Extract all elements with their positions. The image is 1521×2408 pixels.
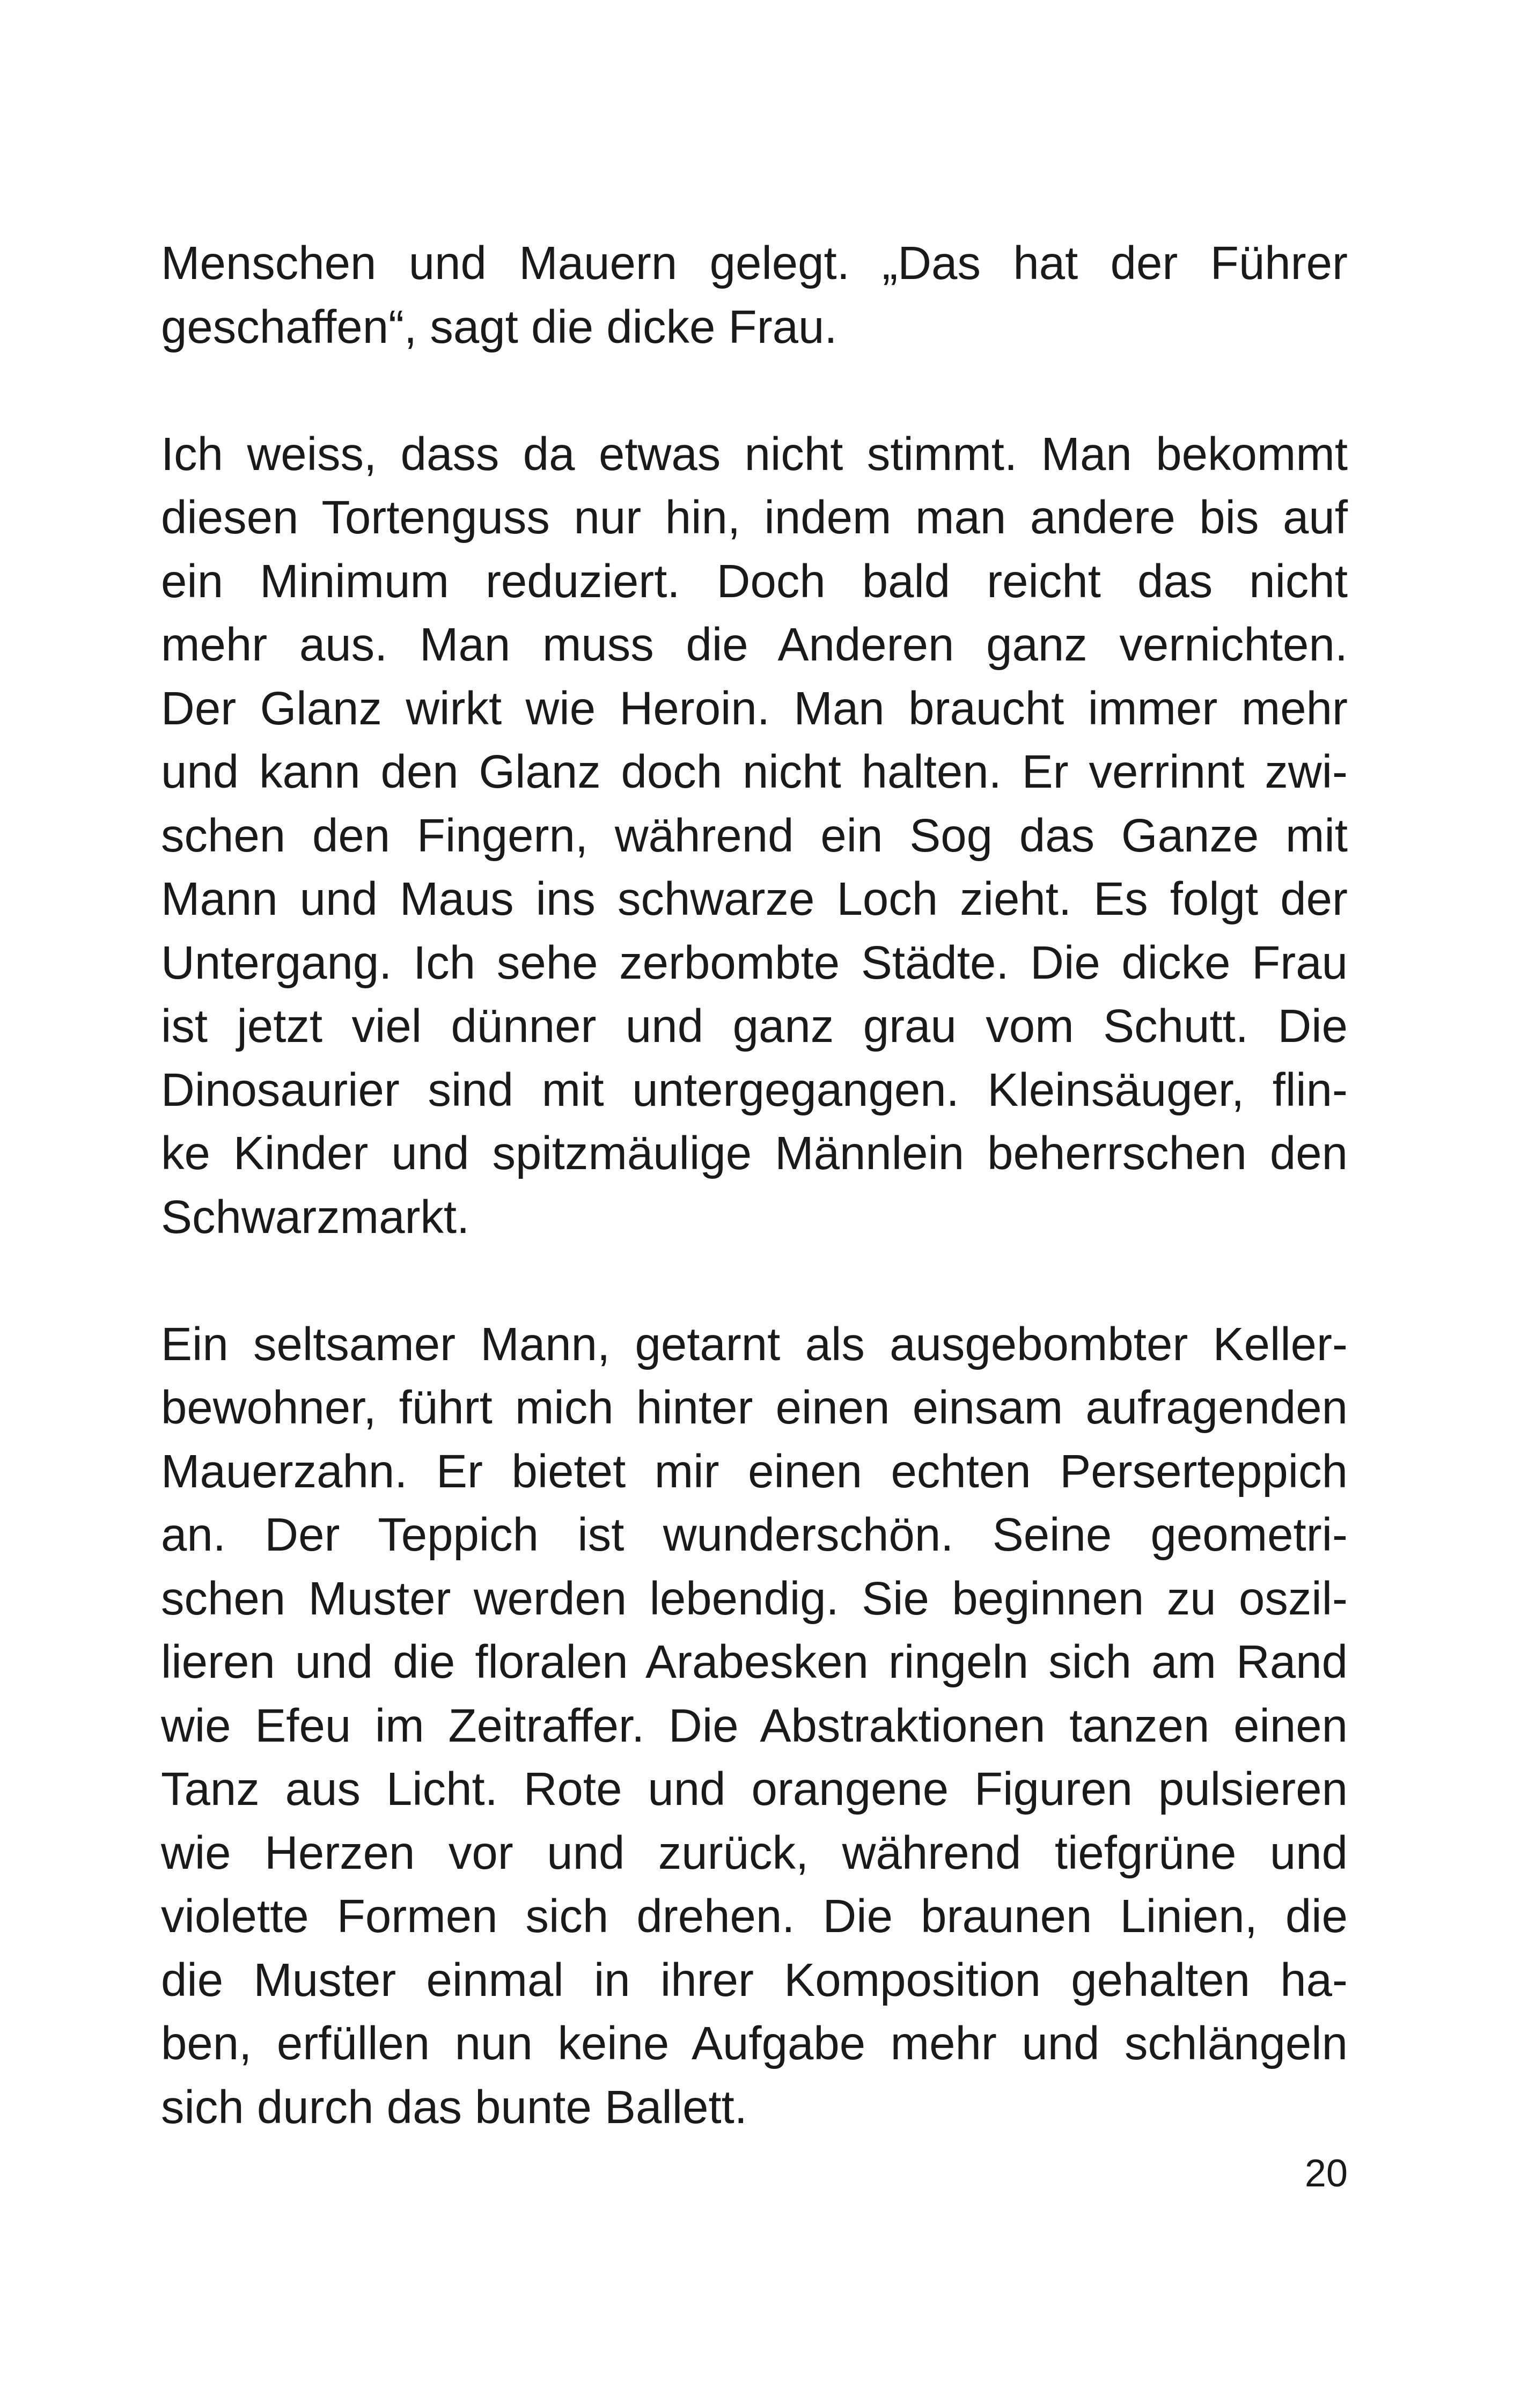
text-line: diesen Tortenguss nur hin, indem man andere bis auf — [161, 491, 1348, 544]
text-line: Der Glanz wirkt wie Heroin. Man braucht immer mehr — [161, 682, 1348, 735]
text-line: Menschen und Mauern gelegt. „Das hat der Führer — [161, 237, 1348, 289]
text-line: Dinosaurier sind mit untergegangen. Kleinsäuger, flin- — [161, 1063, 1348, 1116]
text-line: Mauerzahn. Er bietet mir einen echten Perserteppich — [161, 1445, 1348, 1497]
text-line: die Muster einmal in ihrer Komposition gehalten ha- — [161, 1954, 1348, 2006]
page-number: 20 — [1304, 2152, 1348, 2195]
text-line: schen den Fingern, während ein Sog das Ganze mit — [161, 809, 1348, 862]
text-line: an. Der Teppich ist wunderschön. Seine geometri- — [161, 1509, 1348, 1561]
paragraph-1 — [161, 232, 1348, 359]
text-line: lieren und die floralen Arabesken ringeln sich am Rand — [161, 1636, 1348, 1688]
text-line: ben, erfüllen nun keine Aufgabe mehr und schlängeln — [161, 2017, 1348, 2069]
text-line: Schwarzmarkt. — [161, 1191, 470, 1243]
text-line: Untergang. Ich sehe zerbombte Städte. Die dicke Frau — [161, 936, 1348, 989]
text-line: violette Formen sich drehen. Die braunen Linien, die — [161, 1890, 1348, 1942]
paragraph-3 — [161, 1313, 1348, 2140]
text-line: bewohner, führt mich hinter einen einsam aufragenden — [161, 1382, 1348, 1434]
text-line: geschaffen“, sagt die dicke Frau. — [161, 300, 837, 353]
text-line: ist jetzt viel dünner und ganz grau vom Schutt. Die — [161, 1000, 1348, 1052]
text-line: mehr aus. Man muss die Anderen ganz vernichten. — [161, 619, 1348, 671]
text-line: schen Muster werden lebendig. Sie beginnen zu oszil- — [161, 1572, 1348, 1625]
text-line: ein Minimum reduziert. Doch bald reicht das nicht — [161, 555, 1348, 607]
text-line: Tanz aus Licht. Rote und orangene Figuren pulsieren — [161, 1763, 1348, 1815]
text-line: Mann und Maus ins schwarze Loch zieht. Es folgt der — [161, 873, 1348, 925]
text-line: wie Efeu im Zeitraffer. Die Abstraktionen tanzen einen — [161, 1699, 1348, 1752]
body-text — [161, 232, 1348, 2203]
text-line: sich durch das bunte Ballett. — [161, 2081, 747, 2133]
text-line: ke Kinder und spitzmäulige Männlein beherrschen den — [161, 1127, 1348, 1179]
text-line: Ich weiss, dass da etwas nicht stimmt. Man bekommt — [161, 428, 1348, 480]
paragraph-2 — [161, 423, 1348, 1250]
text-line: wie Herzen vor und zurück, während tiefgrüne und — [161, 1826, 1348, 1879]
text-line: und kann den Glanz doch nicht halten. Er verrinnt zwi- — [161, 746, 1348, 798]
text-line: Ein seltsamer Mann, getarnt als ausgebombter Keller- — [161, 1318, 1348, 1370]
